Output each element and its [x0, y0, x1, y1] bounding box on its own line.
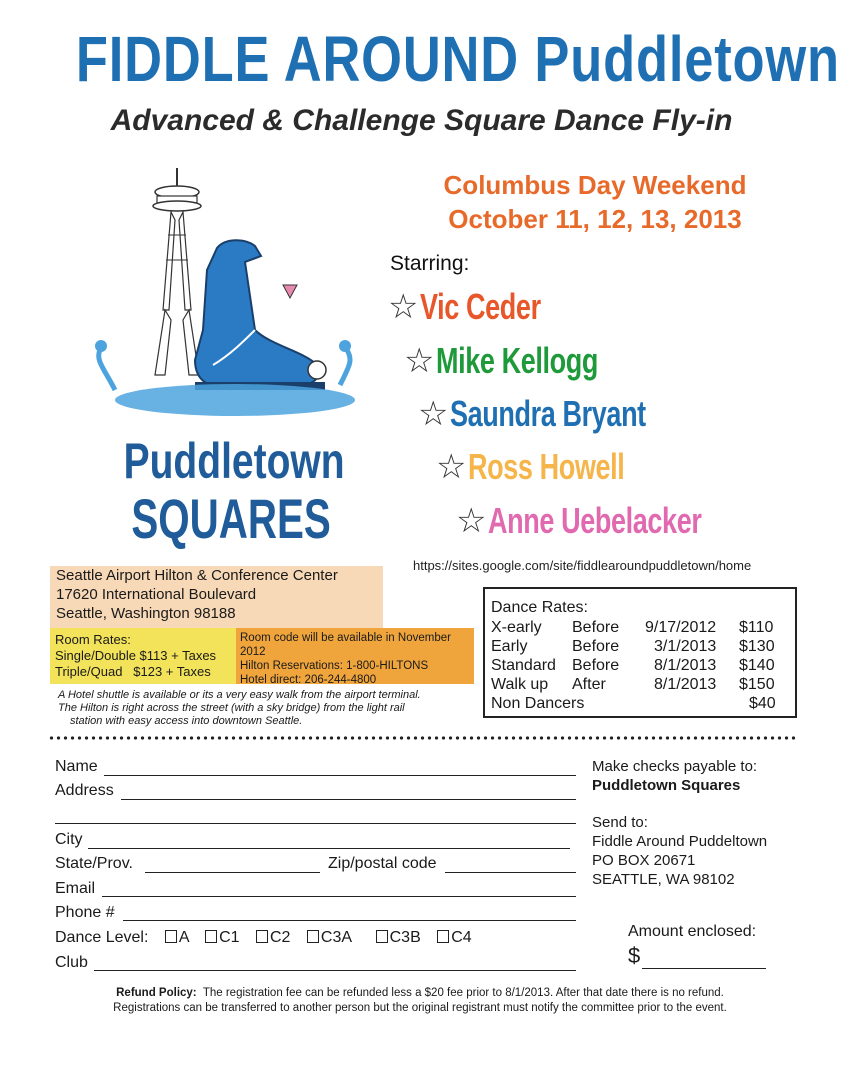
checkbox-icon[interactable] — [376, 930, 388, 943]
phone-field[interactable] — [123, 920, 576, 921]
address-field-line2[interactable] — [55, 823, 576, 824]
dance-level-row — [55, 929, 472, 947]
rate-type: X-early — [491, 619, 542, 636]
caller-name: Saundra Bryant — [450, 393, 647, 434]
event-dates — [400, 168, 790, 236]
caller-row — [388, 286, 581, 328]
reservation-box — [236, 628, 474, 684]
checkbox-icon[interactable] — [205, 930, 217, 943]
dance-rates-box — [483, 587, 797, 718]
room-rates-label: Room Rates: — [55, 632, 131, 647]
space-needle-boot-icon — [95, 160, 355, 430]
state-field[interactable] — [145, 872, 320, 873]
date-line2: October 11, 12, 13, 2013 — [448, 204, 742, 234]
payee-name: Puddletown Squares — [592, 777, 741, 794]
rate-type: Early — [491, 638, 528, 655]
level-option-label: A — [178, 929, 189, 946]
dance-rates-title: Dance Rates: — [491, 599, 588, 616]
star-icon: ☆ — [388, 288, 419, 326]
send-to-label: Send to: — [592, 814, 648, 831]
rate-when: Before — [572, 638, 620, 655]
rate-price: $110 — [739, 619, 774, 636]
name-label: Name — [55, 758, 98, 775]
rate-type: Non Dancers — [491, 695, 585, 712]
city-field[interactable] — [88, 848, 570, 849]
send-line2: PO BOX 20671 — [592, 852, 696, 869]
checks-label: Make checks payable to: — [592, 758, 758, 775]
refund-text1: The registration fee can be refunded less a $20 fee prior to 8/1/2013. After that date there is no refund. — [202, 987, 724, 999]
caller-name: Mike Kellogg — [436, 340, 599, 381]
caller-row — [404, 340, 653, 382]
rate-price: $140 — [739, 657, 775, 674]
rate-price: $150 — [739, 676, 775, 693]
hotel-street: 17620 International Boulevard — [56, 586, 257, 603]
flyer-subtitle: Advanced & Challenge Square Dance Fly-in — [110, 104, 733, 137]
shuttle-note — [58, 689, 478, 728]
flyer-title: FIDDLE AROUND Puddletown — [75, 23, 840, 95]
rate-when: After — [572, 676, 606, 693]
star-icon: ☆ — [436, 448, 467, 486]
amount-field[interactable] — [642, 968, 766, 969]
hilton-reservations: Hilton Reservations: 1-800-HILTONS — [240, 660, 429, 672]
rate-date: 8/1/2013 — [654, 657, 717, 674]
level-option-label: C4 — [451, 929, 472, 946]
rate-type: Walk up — [491, 676, 549, 693]
name-field[interactable] — [104, 775, 576, 776]
address-field[interactable] — [121, 799, 576, 800]
hotel-direct: Hotel direct: 206-244-4800 — [240, 674, 377, 686]
phone-label: Phone # — [55, 904, 115, 921]
currency-sign: $ — [628, 943, 641, 968]
amount-label: Amount enclosed: — [628, 923, 757, 940]
level-option-label: C3B — [389, 929, 421, 946]
rate-date: 9/17/2012 — [645, 619, 717, 636]
star-icon: ☆ — [418, 395, 449, 433]
checkbox-icon[interactable] — [165, 930, 177, 943]
logo-line1: Puddletown — [123, 433, 345, 489]
email-label: Email — [55, 880, 96, 897]
puddletown-logo — [95, 160, 355, 560]
club-label: Club — [55, 954, 88, 971]
shuttle-note-line: A Hotel shuttle is available or its a very easy walk from the airport terminal. — [58, 689, 421, 701]
dance-level-label: Dance Level: — [55, 929, 149, 946]
rate-date: 8/1/2013 — [654, 676, 717, 693]
caller-name: Ross Howell — [468, 446, 625, 487]
send-line1: Fiddle Around Puddeltown — [592, 833, 768, 850]
caller-row — [418, 393, 712, 435]
dotted-divider — [48, 734, 798, 742]
triple-quad-rate: Triple/Quad $123 + Taxes — [55, 664, 211, 679]
state-label: State/Prov. — [55, 855, 133, 872]
room-rates-box — [50, 628, 236, 684]
hotel-city: Seattle, Washington 98188 — [56, 605, 236, 622]
hotel-name: Seattle Airport Hilton & Conference Center — [56, 567, 338, 584]
caller-name: Anne Uebelacker — [488, 500, 702, 541]
send-line3: SEATTLE, WA 98102 — [592, 871, 735, 888]
zip-field[interactable] — [445, 872, 576, 873]
refund-text2: Registrations can be transferred to another person but the original registrant must notify the committee prior to the event. — [113, 1002, 727, 1014]
website-link[interactable]: https://sites.google.com/site/fiddlearoundpuddletown/home — [413, 558, 752, 573]
caller-row — [456, 500, 773, 542]
level-option-label: C2 — [270, 929, 291, 946]
refund-line1 — [60, 986, 780, 1001]
caller-name: Vic Ceder — [420, 286, 542, 327]
shuttle-note-line: station with easy access into downtown Seattle. — [70, 715, 303, 727]
level-option-c4[interactable] — [437, 929, 471, 946]
refund-policy — [60, 986, 780, 1016]
level-option-label: C3A — [320, 929, 352, 946]
single-double-rate: Single/Double $113 + Taxes — [55, 648, 217, 663]
address-label: Address — [55, 782, 114, 799]
rate-date: 3/1/2013 — [654, 638, 717, 655]
level-option-c1[interactable] — [205, 929, 239, 946]
starring-label: Starring: — [390, 252, 470, 275]
refund-label: Refund Policy: — [116, 987, 197, 999]
zip-label: Zip/postal code — [328, 855, 437, 872]
level-option-c2[interactable] — [256, 929, 290, 946]
rate-when: Before — [572, 657, 620, 674]
checkbox-icon[interactable] — [307, 930, 319, 943]
caller-row — [436, 446, 677, 488]
checkbox-icon[interactable] — [437, 930, 449, 943]
rate-price: $40 — [749, 695, 776, 712]
level-option-c3b[interactable] — [376, 929, 421, 946]
star-icon: ☆ — [456, 502, 487, 540]
city-label: City — [55, 831, 83, 848]
logo-line2: SQUARES — [131, 487, 331, 550]
level-option-a[interactable] — [165, 929, 189, 946]
room-code-note: Room code will be available in November 2012 — [240, 632, 451, 658]
rate-when: Before — [572, 619, 620, 636]
checkbox-icon[interactable] — [256, 930, 268, 943]
shuttle-note-line: The Hilton is right across the street (with a sky bridge) from the light rail — [58, 702, 405, 714]
date-line1: Columbus Day Weekend — [443, 170, 747, 200]
email-field[interactable] — [102, 896, 576, 897]
rate-type: Standard — [491, 657, 556, 674]
hotel-address-box — [50, 566, 383, 628]
star-icon: ☆ — [404, 342, 435, 380]
club-field[interactable] — [94, 970, 576, 971]
level-option-label: C1 — [219, 929, 240, 946]
rate-price: $130 — [739, 638, 775, 655]
level-option-c3a[interactable] — [307, 929, 351, 946]
